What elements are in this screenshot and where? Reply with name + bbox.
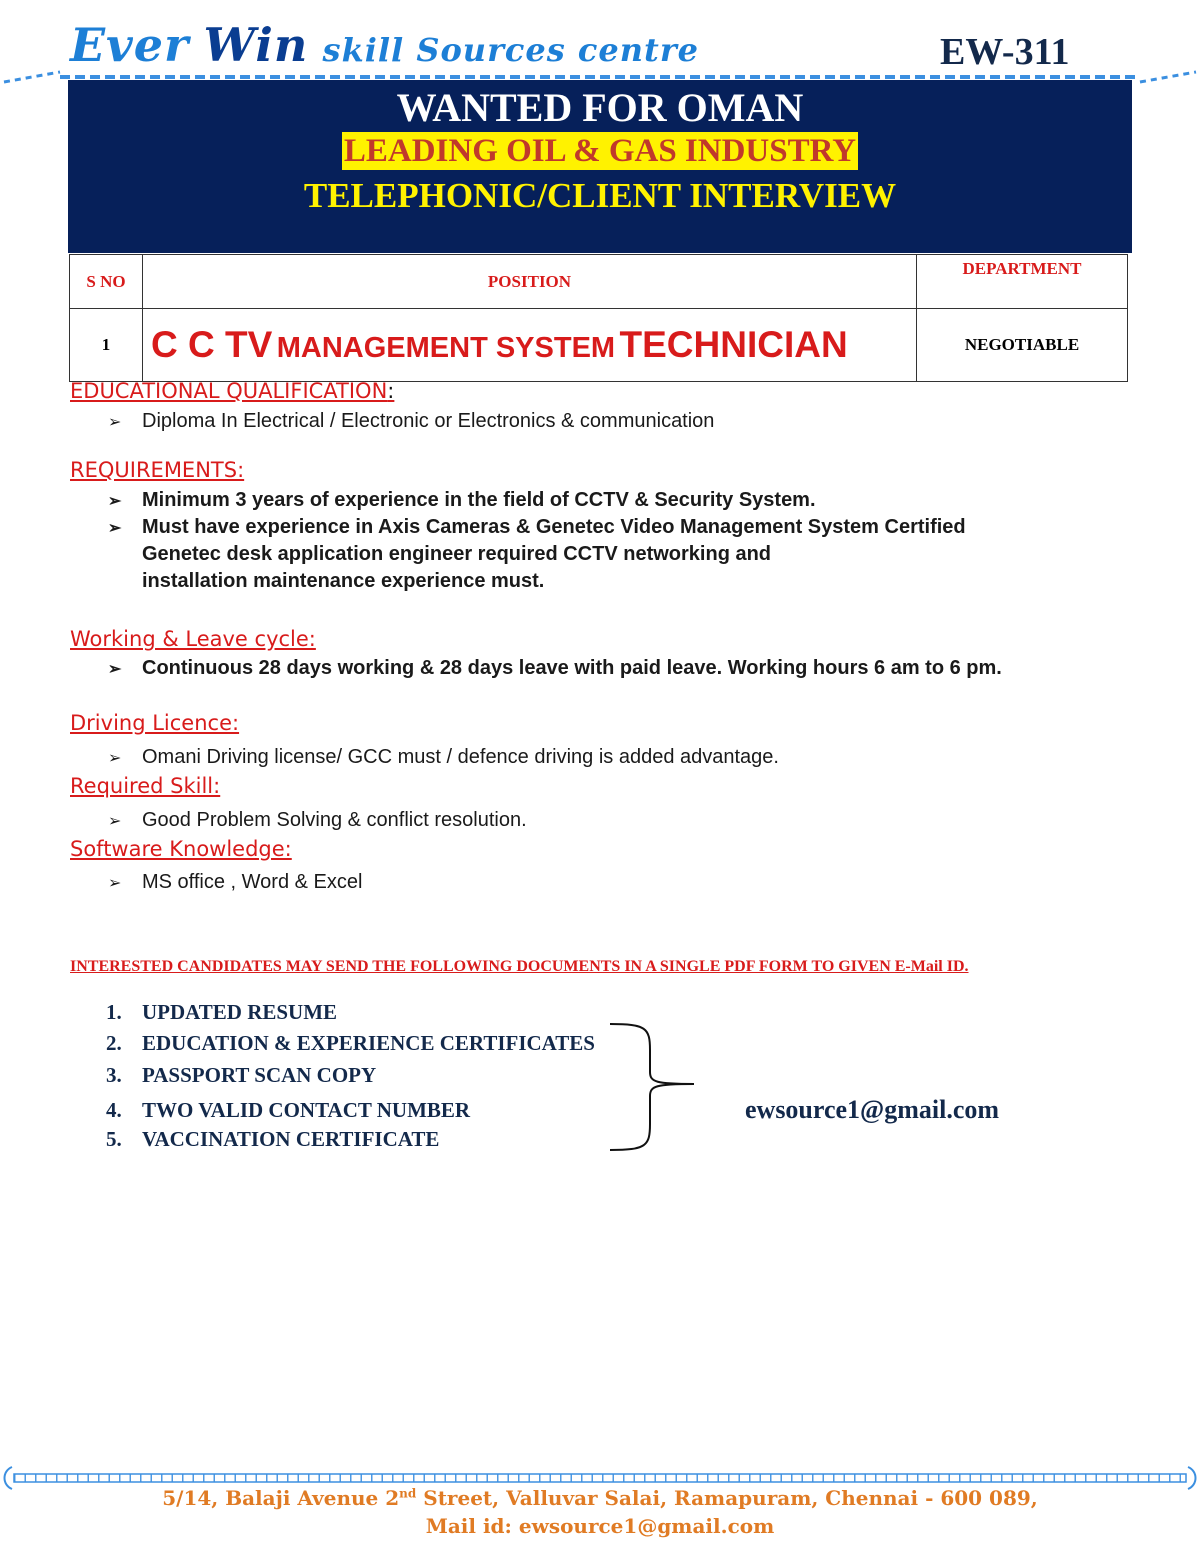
list-item [108, 489, 816, 512]
document-item [106, 1098, 470, 1123]
position-table [69, 254, 1128, 382]
arrow-bullet-icon: ➢ [108, 414, 122, 431]
arrow-bullet-icon: ➢ [108, 875, 122, 892]
software-item-text: MS office , Word & Excel [142, 871, 363, 893]
section-requirements-title: REQUIREMENTS: [70, 458, 245, 482]
banner-interview-type: TELEPHONIC/CLIENT INTERVIEW [303, 176, 897, 215]
footer-address-part: 5/14, Balaji Avenue 2 [162, 1486, 400, 1510]
brand-word-win: Win [203, 18, 309, 72]
row-position [143, 309, 917, 382]
requirements-item-continuation: installation maintenance experience must. [142, 570, 545, 592]
footer-address-sup: nd [399, 1486, 417, 1501]
position-part-technician: TECHNICIAN [619, 324, 848, 365]
section-working-title: Working & Leave cycle: [70, 627, 316, 651]
brand-tagline: skill Sources centre [322, 31, 700, 69]
document-label: TWO VALID CONTACT NUMBER [142, 1098, 471, 1122]
header-department: DEPARTMENT [917, 255, 1128, 309]
curly-brace-icon [606, 1020, 698, 1154]
contact-email[interactable]: ewsource1@gmail.com [745, 1095, 1000, 1124]
document-item [106, 1127, 439, 1152]
list-item [108, 809, 527, 832]
list-item [108, 657, 1002, 680]
requirements-item-text: Must have experience in Axis Cameras & Genetec Video Management System Certified [142, 516, 966, 538]
arrow-bullet-icon: ➢ [108, 750, 122, 767]
requirements-item-text: Minimum 3 years of experience in the field of CCTV & Security System. [142, 489, 816, 511]
document-item [106, 1063, 376, 1088]
document-item [106, 1031, 595, 1056]
footer-address [0, 1486, 1200, 1510]
list-item [108, 410, 714, 433]
document-label: PASSPORT SCAN COPY [142, 1063, 377, 1087]
driving-item-text: Omani Driving license/ GCC must / defence driving is added advantage. [142, 746, 779, 768]
document-label: UPDATED RESUME [142, 1000, 338, 1024]
company-logo-text [70, 18, 699, 72]
brand-word-ever: Ever [70, 18, 190, 72]
requirements-item-continuation: Genetec desk application engineer required CCTV networking and [142, 543, 772, 565]
working-item-text: Continuous 28 days working & 28 days leave with paid leave. Working hours 6 am to 6 pm. [142, 657, 1002, 679]
position-part-cctv: C C TV [151, 324, 273, 365]
education-item-text: Diploma In Electrical / Electronic or Electronics & communication [142, 410, 715, 432]
list-item [108, 516, 966, 539]
footer-mail[interactable]: Mail id: ewsource1@gmail.com [425, 1514, 775, 1538]
section-education-title [70, 379, 394, 403]
section-skill-title: Required Skill: [70, 774, 221, 798]
job-code: EW-311 [940, 31, 1070, 73]
headline-banner [68, 80, 1132, 253]
banner-title: WANTED FOR OMAN [396, 85, 804, 130]
document-number: 2. [106, 1031, 122, 1055]
row-department: NEGOTIABLE [917, 309, 1128, 382]
position-part-management: MANAGEMENT SYSTEM [276, 332, 616, 364]
document-number: 1. [106, 1000, 122, 1024]
skill-item-text: Good Problem Solving & conflict resolution. [142, 809, 527, 831]
document-label: EDUCATION & EXPERIENCE CERTIFICATES [142, 1031, 595, 1055]
table-row [70, 309, 1128, 382]
arrow-bullet-icon: ➢ [108, 661, 122, 678]
document-number: 5. [106, 1127, 122, 1151]
row-sno: 1 [70, 309, 143, 382]
header-sno: S NO [70, 255, 143, 309]
arrow-bullet-icon: ➢ [108, 520, 122, 537]
application-instructions: INTERESTED CANDIDATES MAY SEND THE FOLLOWING DOCUMENTS IN A SINGLE PDF FORM TO GIVEN E-Mail ID. [70, 958, 969, 975]
education-title-colon: : [387, 379, 395, 403]
list-item [108, 871, 362, 894]
footer-address-part: Street, Valluvar Salai, Ramapuram, Chennai - 600 089, [416, 1486, 1038, 1510]
arrow-bullet-icon: ➢ [108, 493, 122, 510]
banner-industry: LEADING OIL & GAS INDUSTRY [343, 133, 857, 169]
document-number: 3. [106, 1063, 122, 1087]
section-driving-title: Driving Licence: [70, 711, 240, 735]
list-item [108, 746, 779, 769]
header-position: POSITION [143, 255, 917, 309]
document-label: VACCINATION CERTIFICATE [142, 1127, 440, 1151]
section-software-title: Software Knowledge: [70, 837, 292, 861]
education-title-text: EDUCATIONAL QUALIFICATION [70, 379, 388, 403]
document-item [106, 1000, 337, 1025]
arrow-bullet-icon: ➢ [108, 813, 122, 830]
document-number: 4. [106, 1098, 122, 1122]
